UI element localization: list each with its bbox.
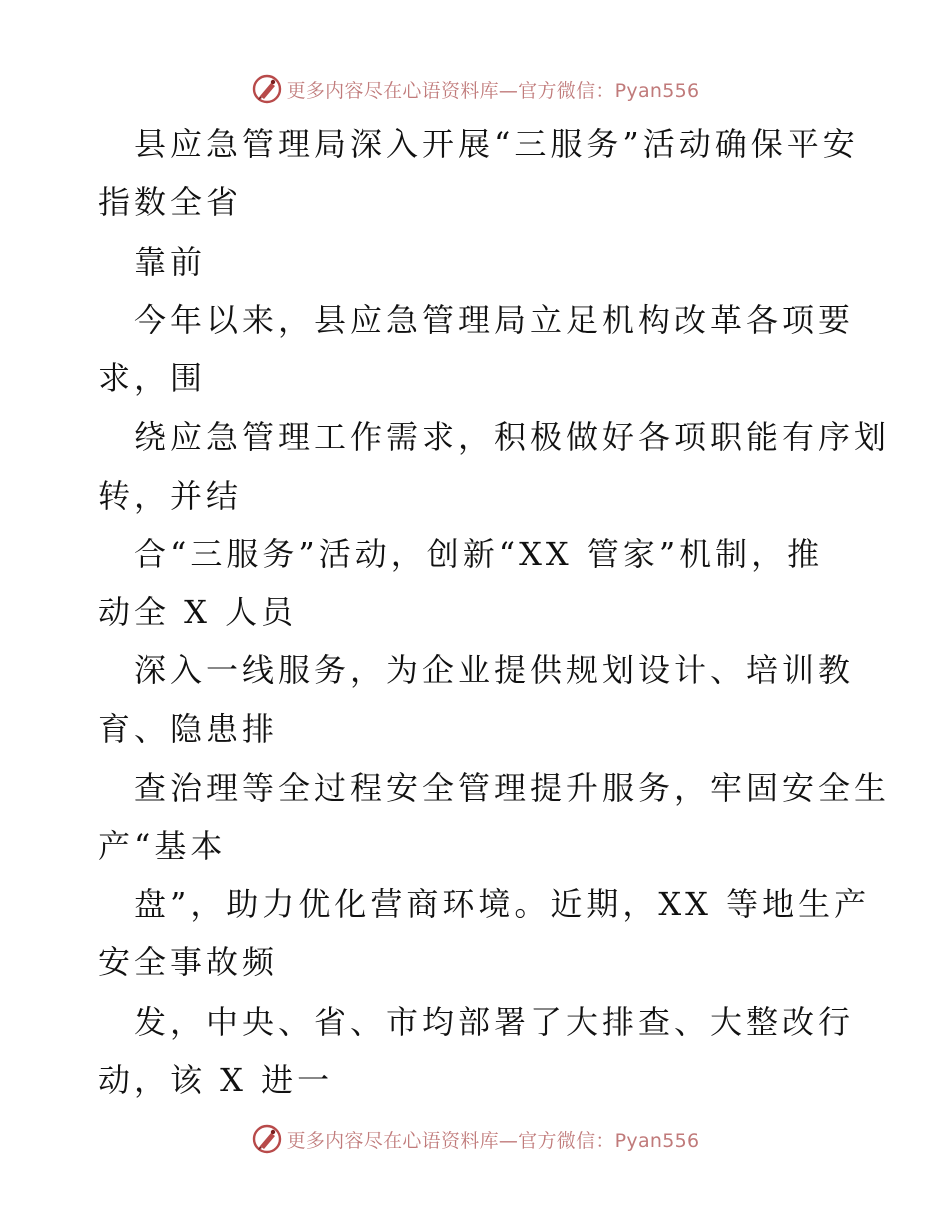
text-line: 动，该 X 进一 [98,1061,334,1099]
text-line: 绕应急管理工作需求，积极做好各项职能有序划 [134,418,891,456]
text-line: 县应急管理局深入开展“三服务”活动确保平安 [134,125,859,163]
pen-seal-logo-icon [251,1123,283,1155]
text-line: 指数全省 [98,183,243,221]
text-line: 安全事故频 [98,943,279,981]
text-line: 发，中央、省、市均部署了大排查、大整改行 [134,1003,855,1041]
text-line: 深入一线服务，为企业提供规划设计、培训教 [134,651,855,689]
text-line: 盘”，助力优化营商环境。近期，XX 等地生产 [134,885,871,923]
text-line: 查治理等全过程安全管理提升服务，牢固安全生 [134,769,891,807]
text-line: 靠前 [134,243,207,281]
banner-text: 更多内容尽在心语资料库—官方微信：Pyan556 [286,1129,700,1152]
header-banner [0,72,950,106]
text-line: 育、隐患排 [98,710,279,748]
text-line: 合“三服务”活动，创新“XX 管家”机制，推 [134,535,824,573]
text-line: 今年以来，县应急管理局立足机构改革各项要 [134,301,855,339]
text-line: 产“基本 [98,827,227,865]
footer-banner [0,1122,950,1156]
banner-text: 更多内容尽在心语资料库—官方微信：Pyan556 [286,79,700,102]
text-line: 动全 X 人员 [98,593,298,631]
text-line: 转，并结 [98,477,243,515]
pen-seal-logo-icon [251,73,283,105]
text-line: 求，围 [98,359,207,397]
